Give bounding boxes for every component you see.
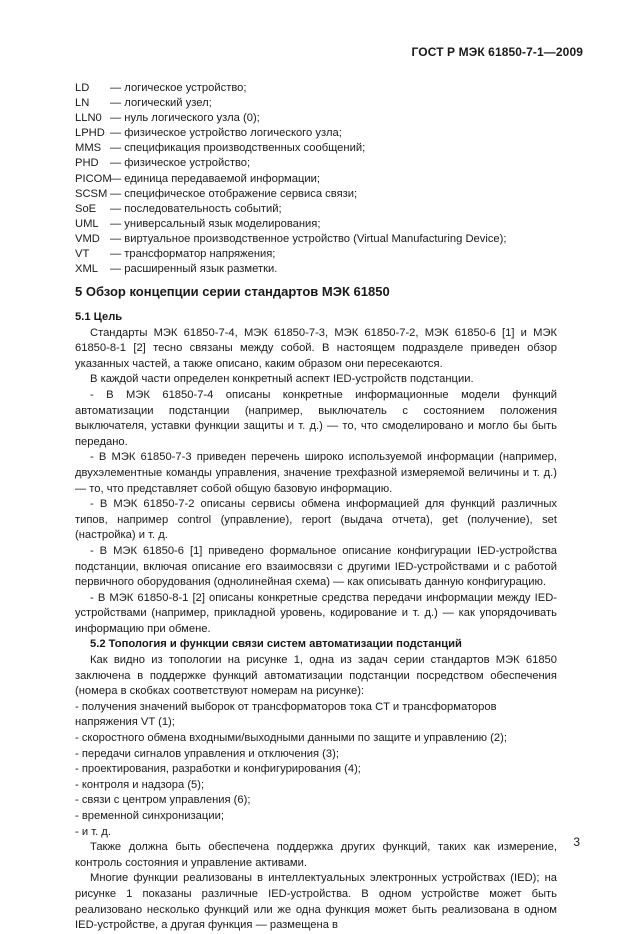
abbreviation-row	[75, 202, 555, 217]
abbreviation-term: LLN0	[75, 112, 102, 125]
section-heading: 5 Обзор концепции серии стандартов МЭК 61850	[75, 284, 390, 299]
abbreviation-row	[75, 81, 555, 96]
abbreviation-definition: — универсальный язык моделирования;	[110, 217, 321, 230]
abbreviation-definition: — расширенный язык разметки.	[110, 263, 278, 276]
abbreviation-term: XML	[75, 263, 99, 276]
list-item: - получения значений выборок от трансформаторов тока CT и трансформаторов напряжения VT (1);	[75, 700, 497, 729]
abbreviation-row	[75, 262, 555, 277]
abbreviation-definition: — логическое устройство;	[110, 82, 247, 94]
abbreviation-definition: — физическое устройство логического узла;	[110, 127, 342, 140]
abbreviation-row	[75, 96, 555, 111]
abbreviation-term: PHD	[75, 157, 99, 170]
section-body	[75, 310, 557, 934]
abbreviation-row	[75, 156, 555, 171]
paragraph: Также должна быть обеспечена поддержка других функций, таких как измерение, контроль состояния и управление активами.	[75, 841, 557, 869]
list-item: - проектирования, разработки и конфигурирования (4);	[75, 763, 361, 776]
abbreviation-term: MMS	[75, 142, 102, 155]
subsection-heading: 5.1 Цель	[75, 311, 123, 323]
paragraph: - В МЭК 61850-7-3 приведен перечень широко используемой информации (например, двухэлементные команды управления, значение трехфазной измеряемой величины и т. д.) — то, что представляет собой общую базовую информацию.	[75, 451, 557, 495]
abbreviation-row	[75, 141, 555, 156]
abbreviation-row	[75, 111, 555, 126]
abbreviation-definition: — спецификация производственных сообщений;	[110, 142, 366, 155]
list-item: - контроля и надзора (5);	[75, 778, 205, 791]
subsection-heading: 5.2 Топология и функции связи систем автоматизации подстанций	[90, 638, 462, 651]
abbreviation-term: LN	[75, 97, 90, 110]
abbreviation-term: VT	[75, 248, 90, 261]
paragraph: - В МЭК 61850-6 [1] приведено формальное описание конфигурации IED-устройства подстанции, включая описание его взаимосвязи с другими IED-устройствами и с работой первичного оборудования (однолинейная схема) — как описывать данную конфигурацию.	[75, 544, 557, 589]
abbreviation-definition: — виртуальное производственное устройство (Virtual Manufacturing Device);	[110, 232, 507, 245]
abbreviation-term: VMD	[75, 232, 100, 245]
abbreviation-definition: — трансформатор напряжения;	[110, 248, 276, 261]
paragraph: Как видно из топологии на рисунке 1, одна из задач серии стандартов МЭК 61850 заключена в поддержке функций автоматизации подстанции посредством обеспечения (номера в скобках соответствуют номерам на рисунке):	[75, 654, 557, 698]
paragraph: - В МЭК 61850-8-1 [2] описаны конкретные средства передачи информации между IED-устройствами (например, прикладной уровень, кодирование и т. д.) — как упорядочивать информацию при обмене.	[75, 591, 557, 635]
abbreviation-term: SCSM	[75, 187, 108, 200]
paragraph: Многие функции реализованы в интеллектуальных электронных устройствах (IED); на рисунке 1 показаны различные IED-устройства. В одном устройстве может быть реализовано несколько функций или же одна функция может быть реализована в одном IED-устройстве, а другая функция — размещена в	[75, 872, 557, 932]
document-header: ГОСТ Р МЭК 61850-7-1—2009	[411, 45, 583, 59]
list-item: - скоростного обмена входными/выходными данными по защите и управлению (2);	[75, 732, 507, 745]
abbreviation-term: LD	[75, 82, 90, 94]
page-number: 3	[573, 835, 580, 849]
list-item: - связи с центром управления (6);	[75, 794, 251, 807]
abbreviation-term: LPHD	[75, 127, 105, 140]
list-item: - передачи сигналов управления и отключения (3);	[75, 747, 339, 760]
abbreviation-definition: — специфическое отображение сервиса связи;	[110, 187, 358, 200]
list-item: - и т. д.	[75, 825, 111, 838]
abbreviation-definition: — нуль логического узла (0);	[110, 112, 260, 125]
abbreviation-row	[75, 247, 555, 262]
abbreviation-term: PICOM	[75, 172, 112, 185]
abbreviation-row	[75, 172, 555, 187]
abbreviation-definition: — единица передаваемой информации;	[110, 172, 320, 185]
abbreviation-row	[75, 126, 555, 141]
abbreviation-list	[75, 81, 555, 277]
paragraph: Стандарты МЭК 61850-7-4, МЭК 61850-7-3, МЭК 61850-7-2, МЭК 61850-6 [1] и МЭК 61850-8-1 [2] тесно связаны между собой. В настоящем подразделе приведен обзор указанных частей, а также описано, каким образом они пересекаются.	[75, 326, 557, 370]
paragraph: В каждой части определен конкретный аспект IED-устройств подстанции.	[90, 373, 474, 386]
paragraph: - В МЭК 61850-7-4 описаны конкретные информационные модели функций автоматизации подстанции (например, выключатель с состоянием положения выключателя, уставки функции защиты и т. д.) — то, что смоделировано и могло бы быть передано.	[75, 388, 557, 448]
paragraph: - В МЭК 61850-7-2 описаны сервисы обмена информацией для функций различных типов, например control (управление), report (выдача отчета), get (получение), set (настройка) и т. д.	[75, 498, 557, 542]
abbreviation-row	[75, 232, 555, 247]
abbreviation-term: SoE	[75, 202, 97, 215]
abbreviation-row	[75, 187, 555, 202]
abbreviation-term: UML	[75, 217, 99, 230]
list-item: - временной синхронизации;	[75, 810, 224, 822]
abbreviation-row	[75, 217, 555, 232]
abbreviation-definition: — логический узел;	[110, 97, 212, 110]
abbreviation-definition: — последовательность событий;	[110, 202, 282, 215]
abbreviation-definition: — физическое устройство;	[110, 157, 251, 170]
